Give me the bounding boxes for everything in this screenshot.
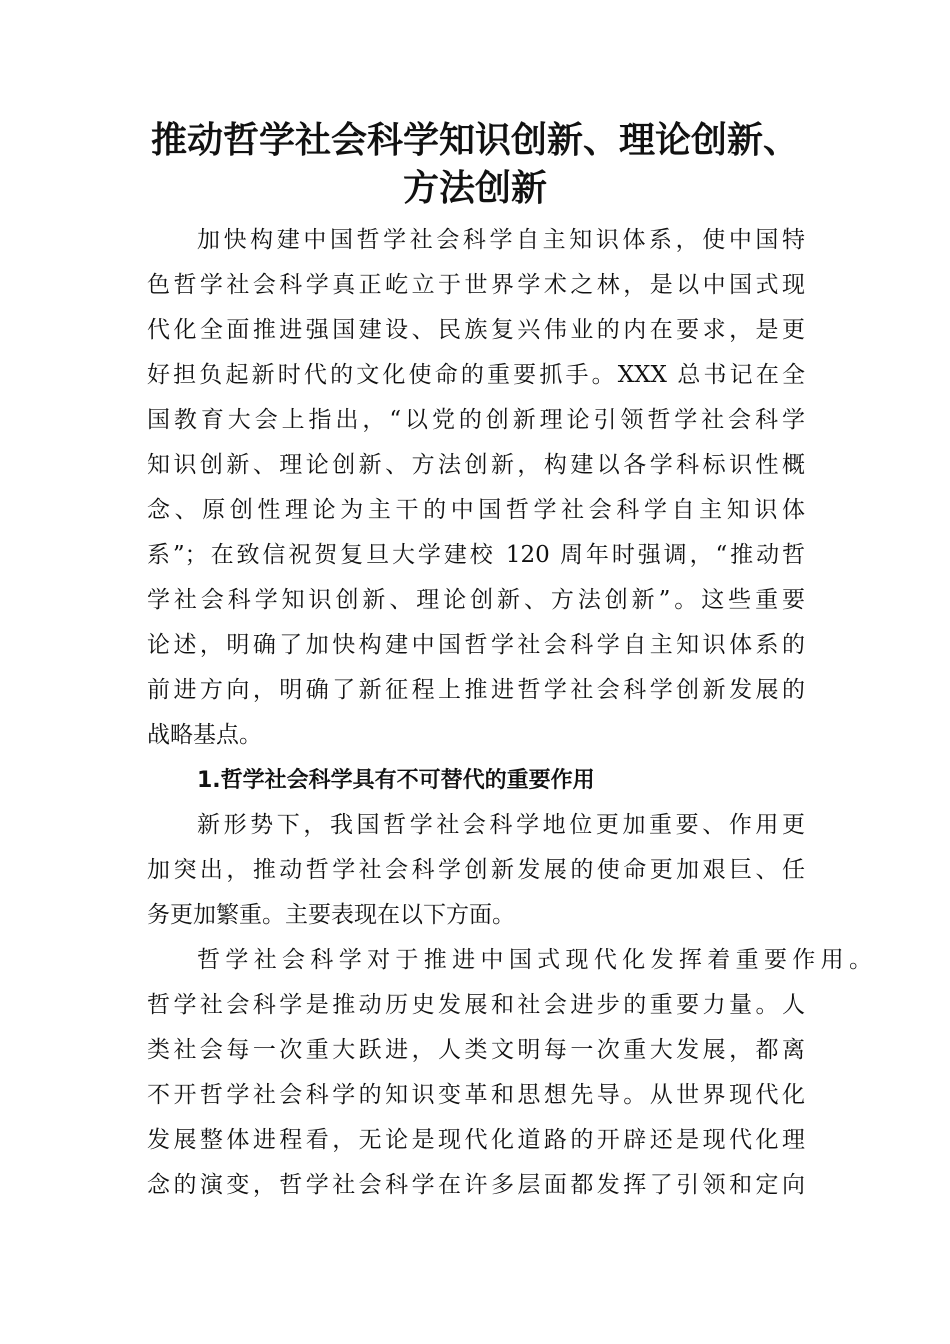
section-heading: 1.哲学社会科学具有不可替代的重要作用	[197, 768, 595, 793]
text-line: 好担负起新时代的文化使命的重要抓手。XXX 总书记在全	[147, 362, 805, 388]
paragraph-3	[147, 938, 872, 1208]
text-line: 前进方向，明确了新征程上推进哲学社会科学创新发展的	[147, 677, 805, 703]
text-line: 念、原创性理论为主干的中国哲学社会科学自主知识体	[147, 497, 805, 523]
paragraph-1	[147, 218, 805, 758]
text-line: 系”；在致信祝贺复旦大学建校 120 周年时强调，“推动哲	[147, 542, 805, 568]
text-line: 代化全面推进强国建设、民族复兴伟业的内在要求，是更	[147, 317, 805, 343]
text-line: 色哲学社会科学真正屹立于世界学术之林，是以中国式现	[147, 272, 805, 298]
text-line: 哲学社会科学是推动历史发展和社会进步的重要力量。人	[147, 992, 805, 1018]
paragraph-2	[147, 803, 805, 938]
text-line: 不开哲学社会科学的知识变革和思想先导。从世界现代化	[147, 1082, 805, 1108]
text-line: 新形势下，我国哲学社会科学地位更加重要、作用更	[197, 812, 805, 838]
text-line: 加突出，推动哲学社会科学创新发展的使命更加艰巨、任	[147, 857, 805, 883]
text-line: 发展整体进程看，无论是现代化道路的开辟还是现代化理	[147, 1127, 805, 1153]
document-title-line-1: 推动哲学社会科学知识创新、理论创新、	[150, 119, 799, 161]
document-body	[147, 218, 872, 1208]
text-line: 念的演变，哲学社会科学在许多层面都发挥了引领和定向	[147, 1172, 805, 1198]
text-line: 务更加繁重。主要表现在以下方面。	[147, 902, 515, 928]
document-title-line-2: 方法创新	[402, 167, 547, 209]
text-line: 战略基点。	[147, 722, 262, 748]
text-line: 论述，明确了加快构建中国哲学社会科学自主知识体系的	[147, 632, 805, 658]
text-line: 哲学社会科学对于推进中国式现代化发挥着重要作用。	[197, 947, 872, 973]
text-line: 类社会每一次重大跃进，人类文明每一次重大发展，都离	[147, 1037, 805, 1063]
text-line: 国教育大会上指出，“以党的创新理论引领哲学社会科学	[147, 407, 805, 433]
text-line: 知识创新、理论创新、方法创新，构建以各学科标识性概	[147, 452, 805, 478]
text-line: 学社会科学知识创新、理论创新、方法创新”。这些重要	[147, 587, 805, 613]
text-line: 加快构建中国哲学社会科学自主知识体系，使中国特	[197, 227, 805, 253]
